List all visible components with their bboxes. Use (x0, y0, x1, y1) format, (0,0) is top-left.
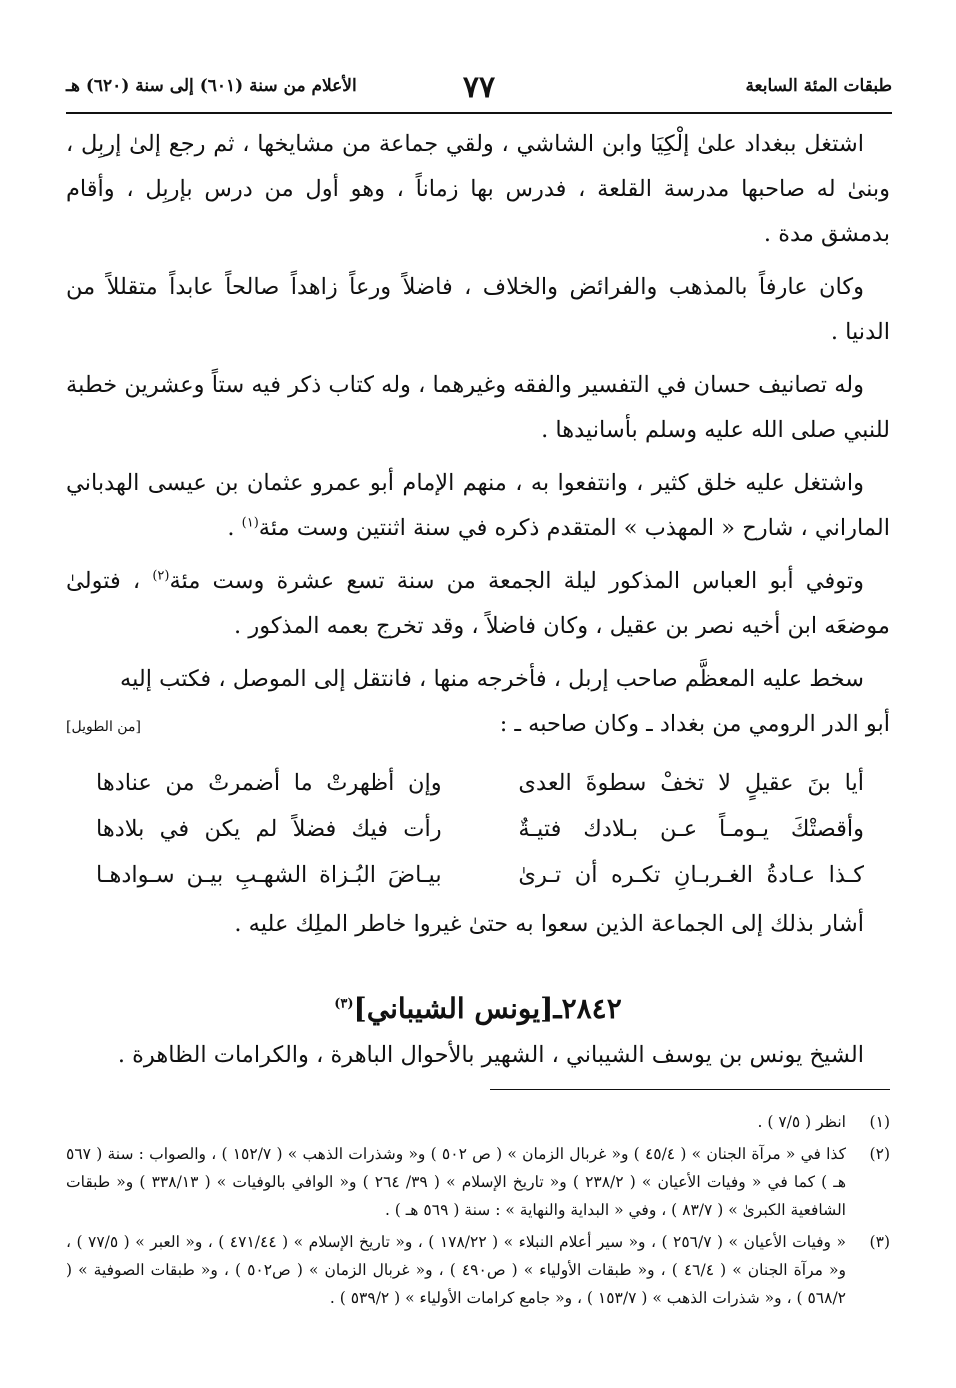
paragraph-text: واشتغل عليه خلق كثير ، وانتفعوا به ، منهم الإمام أبو عمرو عثمان بن عيسى الهدباني الماراني ، شارح « المهذب » المتقدم ذكره في سنة اثنتين وست مئة (66, 470, 890, 541)
running-header (66, 68, 892, 114)
footnote-divider (490, 1089, 890, 1090)
poem (96, 760, 864, 898)
verse-first-hemistich: أيا بنَ عقيلٍ لا تخفْ سطوةَ العدى (518, 770, 864, 796)
paragraph (66, 559, 890, 649)
footnotes (66, 1108, 890, 1316)
footnote (66, 1108, 890, 1136)
verse-second-hemistich: بيـاضَ البُـزاة الشهـبِ بيـن سـوادهـا (96, 862, 442, 888)
entry-name: [يونس الشيباني] (353, 992, 554, 1025)
verse-second-hemistich: رأت فيك فضلاً لم يكن في بلادها (96, 816, 442, 842)
footnote-ref[interactable]: (١) (241, 515, 259, 531)
poem-intro-row (66, 702, 890, 750)
footnote-number: (١) (869, 1113, 890, 1131)
paragraph: سخط عليه المعظَّم صاحب إربل ، فأخرجه منها ، فانتقل إلى الموصل ، فكتب إليه (120, 666, 864, 692)
verse-line (96, 852, 864, 898)
paragraph: وله تصانيف حسان في التفسير والفقه وغيرهما ، وله كتاب ذكر فيه ستاً وعشرين خطبة للنبي صلى الله عليه وسلم بأسانيدها . (66, 372, 890, 443)
verse-line (96, 806, 864, 852)
verse-first-hemistich: كـذا عـادةُ الغـربـانِ تكـره أن تـرىٰ (518, 862, 864, 888)
verse-first-hemistich: وأقصتْكَ يـومـاً عـن بـلادك فتيـةٌ (518, 816, 864, 842)
footnote-text: « وفيات الأعيان » ( ٢٥٦/٧ ) ، و« سير أعلام النبلاء » ( ١٧٨/٢٢ ) ، و« تاريخ الإسلام » ( ٤٧١/٤٤ ) ، و« العبر » ( ٧٧/٥ ) ، و« مرآة الجنان » ( ٤٦/٤ ) ، و« طبقات الأولياء » ( ص٤٩٠ ) ، و« غربال الزمان » ( ص٥٠٢ ) ، و« طبقات الصوفية » ( ٥٦٨/٢ ) ، و« شذرات الذهب » ( ١٥٣/٧ ) ، و« جامع كرامات الأولياء » ( ٥٣٩/٢ ) . (66, 1233, 846, 1307)
poem-intro: أبو الدر الرومي من بغداد ـ وكان صاحبه ـ : (499, 711, 890, 737)
paragraph: اشتغل ببغداد علىٰ إلْكِيَا وابن الشاشي ، ولقي جماعة من مشايخها ، ثم رجع إلىٰ إربِل ، وبنىٰ له صاحبها مدرسة القلعة ، فدرس بها زماناً ، وهو أول من درس بإربِل ، وأقام بدمشق مدة . (66, 131, 890, 247)
footnote-number: (٢) (869, 1145, 890, 1163)
header-year-range: الأعلام من سنة (٦٠١) إلى سنة (٦٢٠) هـ (66, 76, 357, 96)
paragraph-end: . (227, 515, 242, 541)
footnote-ref[interactable]: (٣) (334, 996, 354, 1012)
verse-second-hemistich: وإن أظهرتْ ما أضمرتْ من عنادها (96, 770, 442, 796)
paragraph-text: وتوفي أبو العباس المذكور ليلة الجمعة من سنة تسع عشرة وست مئة (169, 568, 864, 594)
footnote-text: كذا في « مرآة الجنان » ( ٤٥/٤ ) و« غربال الزمان » ( ص ٥٠٢ ) و« وشذرات الذهب » ( ١٥٢/٧ ) ، والصواب : سنة ( ٥٦٧ هـ ) كما في « وفيات الأعيان » ( ٢٣٨/٢ ) و« تاريخ الإسلام » ( ٣٩/ ٢٦٤ ) و« الوافي بالوفيات » ( ٣٣٨/١٣ ) و« طبقات الشافعية الكبرىٰ » ( ٨٣/٧ ) ، وفي « البداية والنهاية » : سنة ( ٥٦٩ هـ ) . (66, 1145, 847, 1219)
page-number: ٧٧ (462, 70, 496, 105)
footnote (66, 1140, 890, 1224)
header-section-title: طبقات المئة السابعة (745, 76, 892, 96)
paragraph: أشار بذلك إلى الجماعة الذين سعوا به حتىٰ غيروا خاطر الملِك عليه . (234, 911, 864, 937)
entry-body: الشيخ يونس بن يوسف الشيباني ، الشهير بالأحوال الباهرة ، والكرامات الظاهرة . (117, 1042, 864, 1068)
footnote-number: (٣) (869, 1233, 890, 1251)
footnote-text: انظر ( ٧/٥ ) . (757, 1113, 846, 1131)
verse-line (96, 760, 864, 806)
entry-number: ٢٨٤٢ـ (553, 992, 622, 1025)
entry-heading (66, 985, 890, 1033)
paragraph: وكان عارفاً بالمذهب والفرائض والخلاف ، فاضلاً ورعاً زاهداً صالحاً عابداً متقللاً من الدنيا . (66, 274, 890, 345)
paragraph-text: ، فتولىٰ موضعَه ابن أخيه نصر بن عقيل ، وكان فاضلاً ، وقد تخرج بعمه المذكور . (66, 568, 890, 639)
poem-meter-label: [من الطويل] (66, 719, 141, 735)
main-text (66, 122, 890, 1086)
paragraph (66, 461, 890, 551)
footnote (66, 1228, 890, 1312)
footnote-ref[interactable]: (٢) (152, 568, 170, 584)
